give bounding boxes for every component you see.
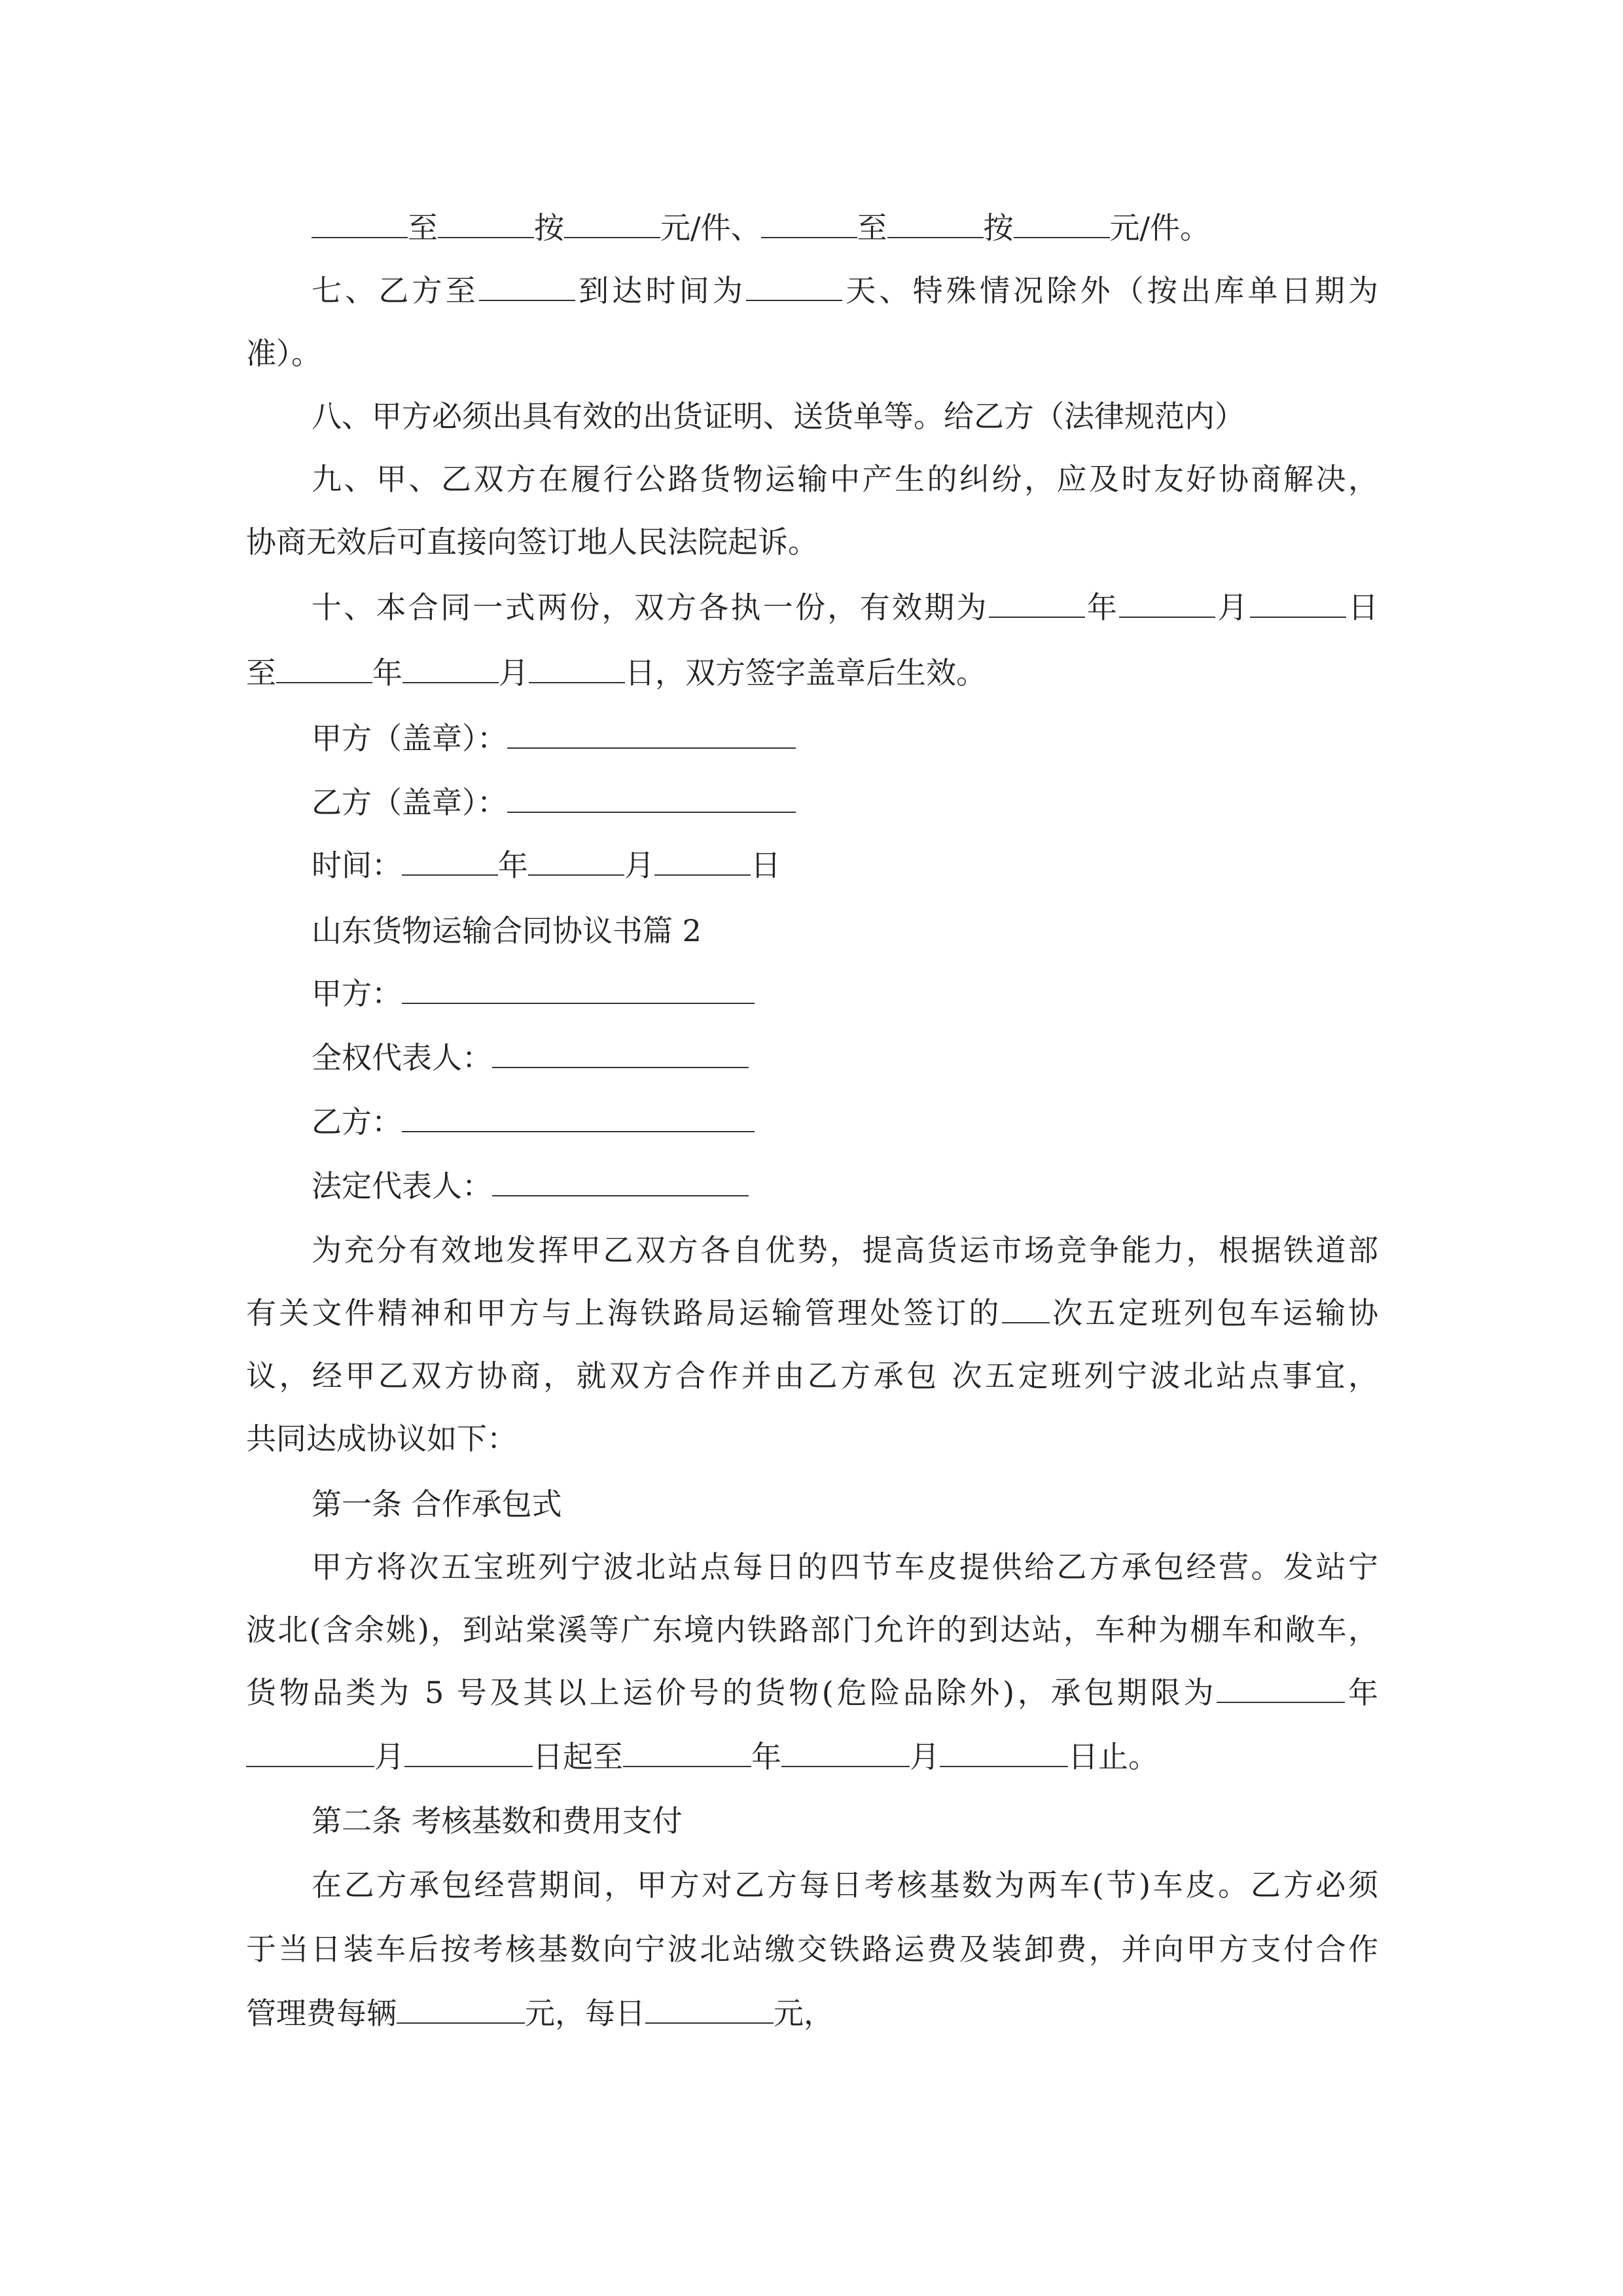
text-line-17: 为充分有效地发挥甲乙双方各自优势，提高货运市场竞争能力，根据铁道部 bbox=[312, 1232, 1378, 1268]
fill-in-blank bbox=[1119, 588, 1215, 618]
fill-in-blank bbox=[402, 653, 499, 683]
text-line-23: 波北(含余姚)，到站棠溪等广东境内铁路部门允许的到达站，车种为棚车和敞车， bbox=[246, 1612, 1378, 1647]
text-line-16: 法定代表人： bbox=[312, 1166, 749, 1206]
section-heading: 山东货物运输合同协议书篇 2 bbox=[312, 913, 702, 948]
fill-in-blank bbox=[438, 208, 534, 238]
fill-in-blank bbox=[507, 719, 796, 749]
text-line-6: 协商无效后可直接向签订地人民法院起诉。 bbox=[246, 524, 818, 560]
text-line-28: 于当日装车后按考核基数向宁波北站缴交铁路运费及装卸费，并向甲方支付合作 bbox=[246, 1931, 1378, 1967]
text-line-25: 月 日起至 年 月 日止。 bbox=[246, 1737, 1158, 1776]
fill-in-blank bbox=[276, 653, 372, 683]
text-line-2: 七、乙方至 到达时间为 天、特殊情况除外（按出库单日期为 bbox=[312, 271, 1378, 310]
fill-in-blank bbox=[940, 1737, 1068, 1767]
text-line-22: 甲方将次五宝班列宁波北站点每日的四节车皮提供给乙方承包经营。发站宁 bbox=[312, 1549, 1378, 1585]
text-line-10: 乙方（盖章）： bbox=[312, 783, 796, 822]
fill-in-blank bbox=[402, 974, 755, 1004]
fill-in-blank bbox=[746, 271, 842, 301]
text-line-19: 议，经甲乙双方协商，就双方合作并由乙方承包 次五定班列宁波北站点事宜， bbox=[246, 1358, 1378, 1393]
fill-in-blank bbox=[887, 208, 984, 238]
fill-in-blank bbox=[1002, 1293, 1050, 1323]
text-line-5: 九、甲、乙双方在履行公路货物运输中产生的纠纷，应及时友好协商解决， bbox=[312, 461, 1378, 497]
fill-in-blank bbox=[781, 1737, 910, 1767]
fill-in-blank bbox=[623, 1737, 751, 1767]
fill-in-blank bbox=[529, 653, 625, 683]
fill-in-blank bbox=[654, 846, 751, 876]
fill-in-blank bbox=[402, 1102, 755, 1132]
fill-in-blank bbox=[312, 208, 408, 238]
text-line-14: 全权代表人： bbox=[312, 1038, 749, 1077]
fill-in-blank bbox=[404, 1737, 533, 1767]
text-line-7: 十、本合同一式两份，双方各执一份，有效期为 年 月 日 bbox=[312, 588, 1378, 627]
fill-in-blank bbox=[1014, 208, 1110, 238]
text-line-1: 至 按 元/件、 至 按 元/件。 bbox=[312, 208, 1210, 247]
fill-in-blank bbox=[246, 1737, 374, 1767]
article-2-heading: 第二条 考核基数和费用支付 bbox=[312, 1803, 683, 1839]
text-line-8: 至 年 月 日，双方签字盖章后生效。 bbox=[246, 653, 986, 692]
text-line-24: 货物品类为 5 号及其以上运价号的货物(危险品除外)，承包期限为 年 bbox=[246, 1673, 1378, 1712]
text-line-27: 在乙方承包经营期间，甲方对乙方每日考核基数为两车(节)车皮。乙方必须 bbox=[312, 1867, 1378, 1903]
fill-in-blank bbox=[989, 588, 1085, 618]
fill-in-blank bbox=[1250, 588, 1346, 618]
article-1-heading: 第一条 合作承包式 bbox=[312, 1486, 562, 1522]
fill-in-blank bbox=[528, 846, 624, 876]
fill-in-blank bbox=[645, 1994, 774, 2024]
text-line-3: 准）。 bbox=[246, 336, 321, 371]
fill-in-blank bbox=[492, 1038, 749, 1068]
fill-in-blank bbox=[564, 208, 660, 238]
fill-in-blank bbox=[507, 783, 796, 813]
fill-in-blank bbox=[492, 1166, 749, 1196]
text-line-4: 八、甲方必须出具有效的出货证明、送货单等。给乙方（法律规范内） bbox=[312, 399, 1245, 434]
text-line-20: 共同达成协议如下： bbox=[246, 1421, 517, 1456]
fill-in-blank bbox=[1217, 1673, 1345, 1703]
text-line-29: 管理费每辆 元，每日 元， bbox=[246, 1994, 834, 2033]
fill-in-blank bbox=[397, 1994, 525, 2024]
text-line-15: 乙方： bbox=[312, 1102, 755, 1141]
text-line-18: 有关文件精神和甲方与上海铁路局运输管理处签订的 次五定班列包车运输协 bbox=[246, 1293, 1378, 1333]
text-line-9: 甲方（盖章）： bbox=[312, 719, 796, 758]
text-line-11: 时间： 年 月 日 bbox=[312, 846, 781, 885]
fill-in-blank bbox=[479, 271, 575, 301]
text-line-13: 甲方： bbox=[312, 974, 755, 1013]
fill-in-blank bbox=[761, 208, 857, 238]
fill-in-blank bbox=[402, 846, 498, 876]
